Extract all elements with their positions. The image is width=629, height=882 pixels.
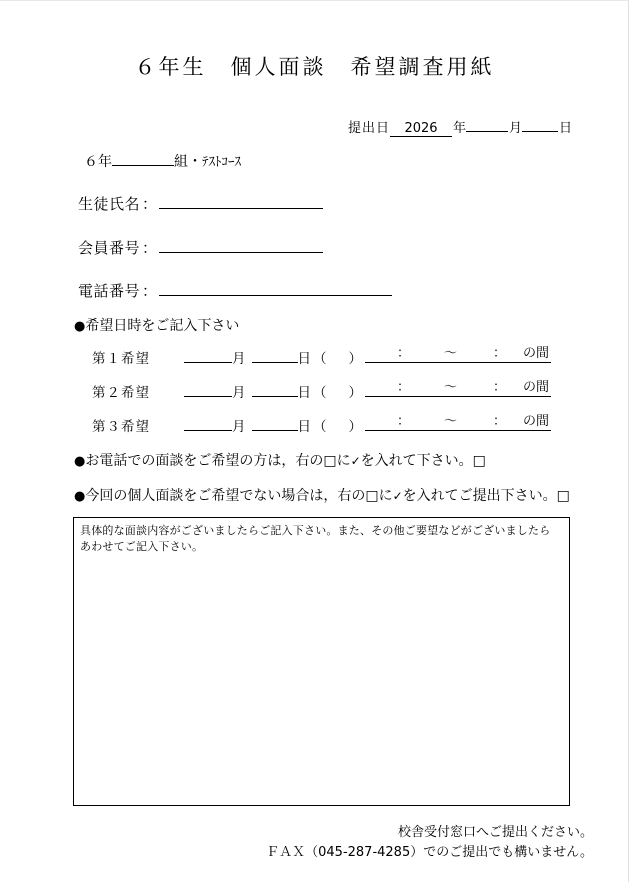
submission-day-unit: 日 (559, 121, 573, 136)
paren-close: ） (348, 385, 362, 401)
member-number-row (78, 236, 323, 258)
submission-date-line (348, 117, 572, 137)
phone-number-label: 電話番号 (78, 282, 141, 300)
member-number-input[interactable] (159, 236, 323, 253)
preference-row (92, 413, 551, 435)
decline-interview-checkbox[interactable]: □ (556, 488, 570, 504)
checkmark-icon: ✓ (392, 489, 403, 503)
footer (0, 823, 629, 863)
free-text-instruction-line-1: 具体的な面談内容がございましたらご記入下さい。また、その他ご要望などがございましたら (80, 524, 551, 537)
footer-fax-note: ＦＡＸ（045-287-4285）でのご提出でも構いません。 (266, 845, 593, 861)
decline-interview-text-before: 今回の個人面談をご希望でない場合は，右の□に (85, 488, 393, 504)
time-tilde: ～ (444, 380, 458, 395)
time-tilde: ～ (444, 346, 458, 361)
free-text-instructions (80, 523, 562, 555)
phone-number-row (78, 279, 392, 301)
member-number-label: 会員番号 (78, 239, 141, 257)
page-title: ６年生 個人面談 希望調査用紙 (134, 55, 495, 79)
time-colon-start: ： (397, 346, 411, 361)
phone-interview-checkbox[interactable]: □ (472, 453, 486, 469)
submission-day-input[interactable] (522, 131, 558, 132)
preference-day-unit: 日 (297, 385, 311, 401)
submission-year-input[interactable]: 2026 (390, 121, 452, 137)
course-name-label: ﾃｽﾄｺｰｽ (202, 155, 241, 170)
preference-time-range[interactable] (365, 379, 551, 397)
free-text-area[interactable] (73, 517, 570, 806)
class-number-input[interactable] (112, 165, 174, 166)
paren-open: （ (313, 419, 327, 435)
paren-close: ） (348, 419, 362, 435)
free-text-instruction-line-2: あわせてご記入下さい。 (80, 539, 204, 553)
preference-day-input[interactable] (252, 430, 298, 431)
preference-rank-label: 第３希望 (92, 419, 150, 435)
time-tilde: ～ (444, 414, 458, 429)
phone-number-input[interactable] (159, 279, 392, 296)
preference-section-heading (74, 315, 239, 335)
bullet-icon: ● (74, 489, 86, 504)
class-unit-label: 組 (174, 154, 188, 170)
phone-number-colon: ： (142, 282, 158, 300)
submission-date-label: 提出日 (348, 121, 391, 136)
preference-weekday-group[interactable] (311, 347, 365, 367)
preference-weekday-group[interactable] (311, 381, 365, 401)
phone-interview-checkbox-line (74, 450, 486, 470)
preference-time-range[interactable] (365, 345, 551, 363)
time-range-suffix: の間 (522, 346, 549, 361)
grade-prefix-label: ６年 (84, 154, 112, 170)
preference-rank-label: 第２希望 (92, 385, 150, 401)
class-course-line (84, 151, 241, 171)
bullet-icon: ● (74, 319, 86, 334)
submission-month-unit: 月 (509, 121, 523, 136)
student-name-row (78, 192, 323, 214)
time-colon-start: ： (397, 414, 411, 429)
preference-rank-label: 第１希望 (92, 351, 150, 367)
time-colon-start: ： (397, 380, 411, 395)
paren-close: ） (348, 351, 362, 367)
time-colon-end: ： (493, 346, 507, 361)
member-number-colon: ： (142, 239, 158, 257)
preference-month-input[interactable] (184, 430, 232, 431)
time-colon-end: ： (493, 414, 507, 429)
preference-month-unit: 月 (232, 351, 246, 367)
submission-month-input[interactable] (466, 131, 508, 132)
preference-heading-text: 希望日時をご記入下さい (85, 318, 240, 334)
time-range-suffix: の間 (522, 414, 549, 429)
preference-month-input[interactable] (184, 362, 232, 363)
preference-day-unit: 日 (297, 351, 311, 367)
preference-row (92, 345, 551, 367)
preference-weekday-group[interactable] (311, 415, 365, 435)
phone-interview-text-before: お電話での面談をご希望の方は，右の□に (85, 453, 351, 469)
decline-interview-text-after: を入れてご提出下さい。 (402, 488, 557, 504)
submission-year-unit: 年 (453, 121, 467, 136)
preference-day-input[interactable] (252, 362, 298, 363)
paren-open: （ (313, 385, 327, 401)
phone-interview-text-after: を入れて下さい。 (360, 453, 473, 469)
class-separator: ・ (188, 154, 202, 170)
decline-interview-checkbox-line (74, 485, 570, 505)
preference-day-unit: 日 (297, 419, 311, 435)
time-range-suffix: の間 (522, 380, 549, 395)
preference-day-input[interactable] (252, 396, 298, 397)
preference-time-range[interactable] (365, 413, 551, 431)
paren-open: （ (313, 351, 327, 367)
student-name-colon: ： (142, 195, 158, 213)
preference-month-unit: 月 (232, 419, 246, 435)
preference-row (92, 379, 551, 401)
preference-month-unit: 月 (232, 385, 246, 401)
student-name-label: 生徒氏名 (78, 195, 141, 213)
time-colon-end: ： (493, 380, 507, 395)
preference-month-input[interactable] (184, 396, 232, 397)
student-name-input[interactable] (159, 192, 323, 209)
footer-submission-note: 校舎受付窓口へご提出ください。 (397, 825, 593, 840)
bullet-icon: ● (74, 454, 86, 469)
checkmark-icon: ✓ (350, 454, 361, 468)
